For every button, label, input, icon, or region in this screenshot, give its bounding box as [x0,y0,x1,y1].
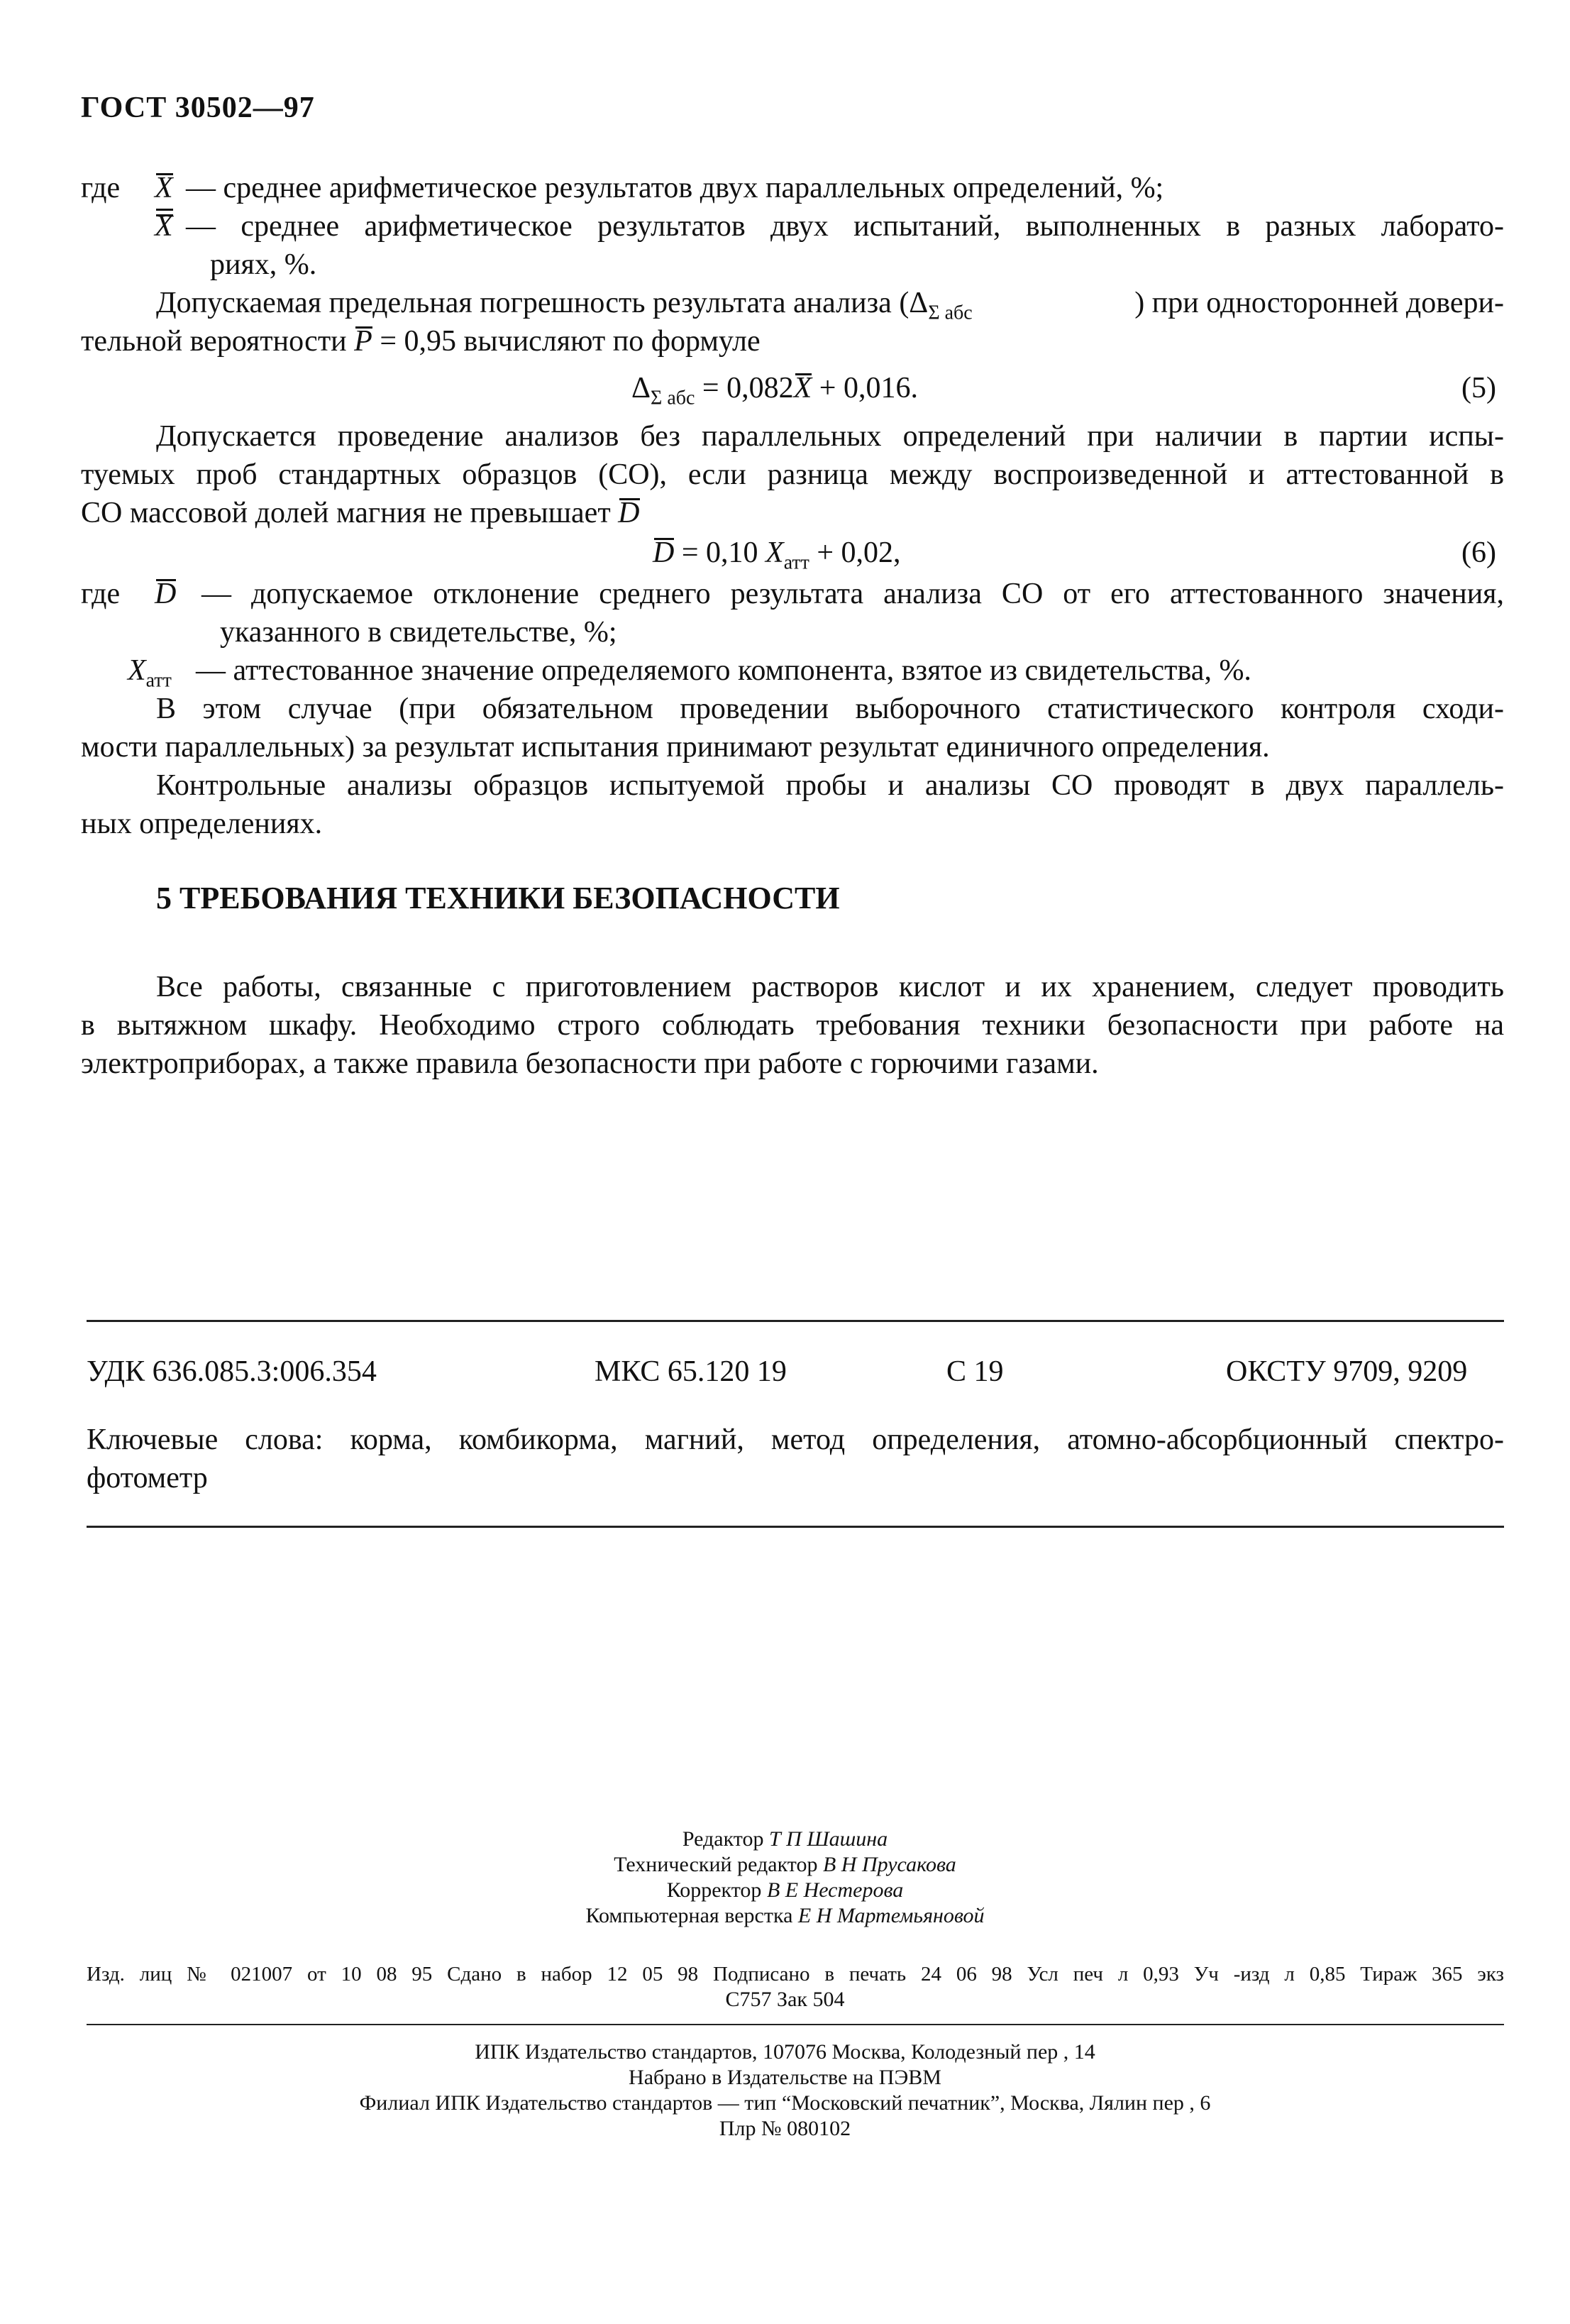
keywords-line-2: фотометр [87,1462,208,1494]
imprint-layout: Компьютерная верстка Е Н Мартемьяновой [585,1904,985,1927]
imprint-corrector: Корректор В Е Нестерова [666,1878,904,1902]
para-2-line-3: СО массовой долей магния не превышает D [81,494,640,532]
para-1-line-2: тельной вероятности P = 0,95 вычисляют по формуле [81,322,761,360]
divider-bottom [87,1526,1504,1528]
mks-code: МКС 65.120 19 [595,1355,787,1388]
imprint-divider [87,2024,1504,2025]
d-definition-line-2: указанного в свидетельстве, %; [220,616,617,649]
imprint-order-line: С757 Зак 504 [725,1988,845,2011]
imprint-tech-editor: Технический редактор В Н Прусакова [614,1853,956,1876]
d-symbol: D [155,575,176,613]
formula-5-number: (5) [1461,372,1496,404]
formula-6: D = 0,10 $X_{атт} + 0,02$, [653,534,901,582]
section-5-heading: 5 ТРЕБОВАНИЯ ТЕХНИКИ БЕЗОПАСНОСТИ [156,881,840,915]
formula-6-number: (6) [1461,536,1496,569]
para-3-line-1: В этом случае (при обязательном проведении выборочного статистического контроля сходи- [156,693,1504,725]
section-5-line-2: в вытяжном шкафу. Необходимо строго соблюдать требования техники безопасности при работе на [81,1009,1504,1042]
imprint-publisher-4: Плр № 080102 [719,2117,851,2140]
divider-top [87,1320,1504,1322]
x-dbar-definition-line-2: риях, %. [210,248,317,281]
c-code: С 19 [946,1355,1004,1388]
para-2-line-1: Допускается проведение анализов без параллельных определений при наличии в партии испы- [156,420,1504,453]
keywords-line-1: Ключевые слова: корма, комбикорма, магний, метод определения, атомно-абсорбционный спектро- [87,1423,1504,1456]
d-definition-line-1: — допускаемое отклонение среднего результата анализа СО от его аттестованного значения, [201,578,1504,610]
para-4-line-2: ных определениях. [81,808,323,840]
imprint-publisher-3: Филиал ИПК Издательство стандартов — тип “Московский печатник”, Москва, Лялин пер , 6 [359,2091,1211,2115]
para-1-line-1: Допускаемая предельная погрешность результата анализа ($\Delta_{\Sigma абс}$ ) при односторонней довери- [156,287,1504,324]
section-5-line-3: электроприборах, а также правила безопасности при работе с горючими газами. [81,1047,1099,1080]
para-4-line-1: Контрольные анализы образцов испытуемой пробы и анализы СО проводят в двух параллель- [156,769,1504,802]
imprint-publisher-2: Набрано в Издательстве на ПЭВМ [629,2066,941,2089]
imprint-publisher-1: ИПК Издательство стандартов, 107076 Москва, Колодезный пер , 14 [475,2040,1095,2064]
where-label-1: где [81,172,121,204]
x-bar-symbol: X [155,169,173,207]
x-dbar-definition-line-1: — среднее арифметическое результатов двух испытаний, выполненных в разных лаборато- [186,210,1504,243]
okstu-code: ОКСТУ 9709, 9209 [1226,1355,1468,1388]
where-label-2: где [81,578,121,610]
imprint-license-line: Изд. лиц № 021007 от 10 08 95 Сдано в набор 12 05 98 Подписано в печать 24 06 98 Усл печ л 0,93 Уч -изд л 0,85 Тираж 365 экз [87,1963,1504,1986]
x-att-definition: — аттестованное значение определяемого компонента, взятое из свидетельства, %. [196,654,1251,687]
udk-code: УДК 636.085.3:006.354 [87,1355,377,1388]
section-5-line-1: Все работы, связанные с приготовлением растворов кислот и их хранением, следует проводить [156,971,1504,1003]
formula-5: $\Delta_{\Sigma абс} = 0,082X + 0,016$. [631,369,918,417]
x-att-symbol: $X_{атт}$ [128,654,172,692]
imprint-editor: Редактор Т П Шашина [682,1827,888,1851]
document-header: ГОСТ 30502—97 [81,92,315,124]
para-2-line-2: туемых проб стандартных образцов (СО), если разница между воспроизведенной и аттестованной в [81,458,1504,491]
x-bar-definition: — среднее арифметическое результатов двух параллельных определений, %; [186,172,1164,204]
para-3-line-2: мости параллельных) за результат испытания принимают результат единичного определения. [81,731,1270,764]
x-dbar-symbol: X [155,207,173,246]
